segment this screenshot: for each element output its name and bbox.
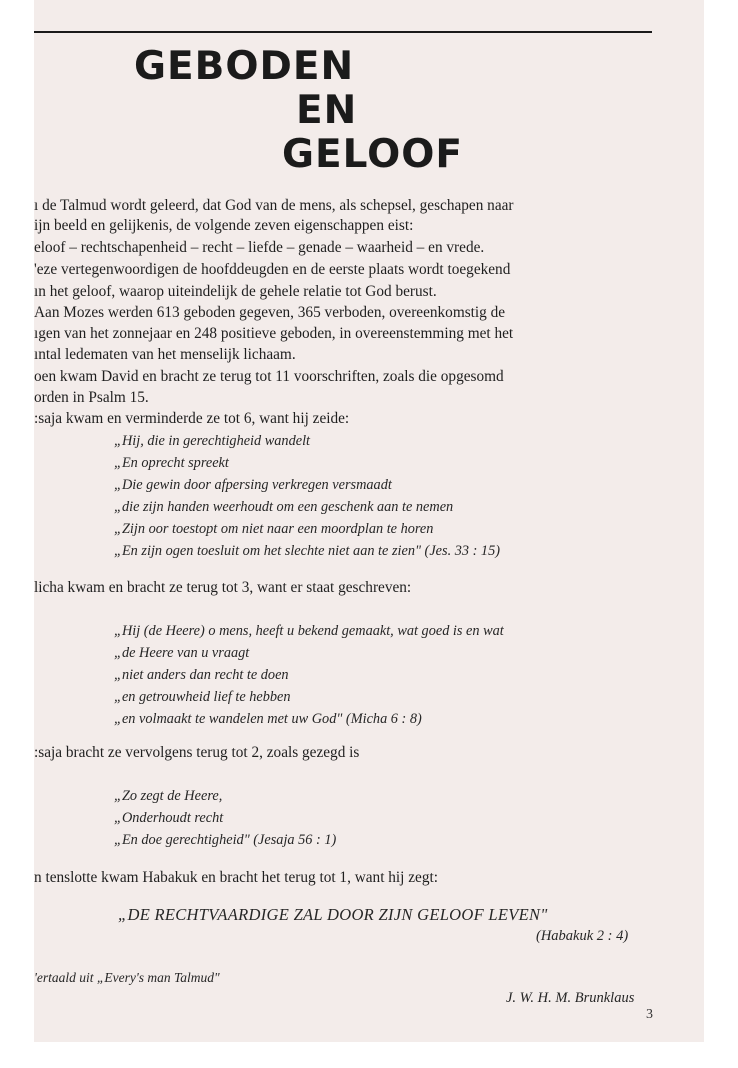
- quote-line: „Hij, die in gerechtigheid wandelt: [114, 433, 311, 449]
- body-line: ın het geloof, waarop uiteindelijk de gehele relatie tot God berust.: [34, 283, 437, 300]
- habakuk-intro: n tenslotte kwam Habakuk en bracht het terug tot 1, want hij zegt:: [34, 869, 438, 886]
- quote-line: „niet anders dan recht te doen: [114, 667, 289, 683]
- body-line: 'eze vertegenwoordigen de hoofddeugden en de eerste plaats wordt toegekend: [34, 261, 511, 278]
- title-line-2: EN: [296, 88, 358, 133]
- author-signature: J. W. H. M. Brunklaus: [506, 990, 635, 1006]
- quote-line: „de Heere van u vraagt: [114, 645, 250, 661]
- quote-line: „Zo zegt de Heere,: [114, 788, 223, 804]
- quote-line: „Die gewin door afpersing verkregen versmaadt: [114, 477, 392, 493]
- title-line-1: GEBODEN: [134, 44, 355, 89]
- quote-line: „En doe gerechtigheid" (Jesaja 56 : 1): [114, 832, 337, 848]
- body-line: :saja kwam en verminderde ze tot 6, want hij zeide:: [34, 410, 350, 427]
- jesaja-intro: :saja bracht ze vervolgens terug tot 2, zoals gezegd is: [34, 744, 360, 761]
- quote-line: „En zijn ogen toesluit om het slechte niet aan te zien" (Jes. 33 : 15): [114, 543, 500, 559]
- quote-line: „En oprecht spreekt: [114, 455, 229, 471]
- page-number: 3: [646, 1007, 653, 1022]
- body-line: eloof – rechtschapenheid – recht – liefde – genade – waarheid – en vrede.: [34, 239, 485, 256]
- quote-line: „Hij (de Heere) o mens, heeft u bekend gemaakt, wat goed is en wat: [114, 623, 504, 639]
- body-line: ijn beeld en gelijkenis, de volgende zeven eigenschappen eist:: [34, 217, 414, 234]
- body-line: orden in Psalm 15.: [34, 389, 149, 406]
- magazine-page: [34, 0, 704, 1042]
- micha-intro: licha kwam en bracht ze terug tot 3, want er staat geschreven:: [34, 579, 412, 596]
- body-line: ıntal ledematen van het menselijk lichaam.: [34, 346, 296, 363]
- source-note: 'ertaald uit „Every's man Talmud": [34, 970, 220, 985]
- body-line: ıgen van het zonnejaar en 248 positieve geboden, in overeenstemming met het: [34, 325, 514, 342]
- quote-line: „en volmaakt te wandelen met uw God" (Micha 6 : 8): [114, 711, 422, 727]
- quote-line: „Zijn oor toestopt om niet naar een moordplan te horen: [114, 521, 434, 537]
- body-line: ı de Talmud wordt geleerd, dat God van de mens, als schepsel, geschapen naar: [34, 197, 514, 214]
- quote-line: „Onderhoudt recht: [114, 810, 224, 826]
- quote-line: „en getrouwheid lief te hebben: [114, 689, 291, 705]
- final-quote: „DE RECHTVAARDIGE ZAL DOOR ZIJN GELOOF LEVEN": [118, 905, 548, 924]
- quote-line: „die zijn handen weerhoudt om een geschenk aan te nemen: [114, 499, 454, 515]
- body-line: Aan Mozes werden 613 geboden gegeven, 365 verboden, overeenkomstig de: [34, 304, 506, 321]
- final-reference: (Habakuk 2 : 4): [536, 928, 629, 944]
- body-line: oen kwam David en bracht ze terug tot 11 voorschriften, zoals die opgesomd: [34, 368, 504, 385]
- title-line-3: GELOOF: [282, 132, 464, 177]
- top-rule: [34, 31, 652, 33]
